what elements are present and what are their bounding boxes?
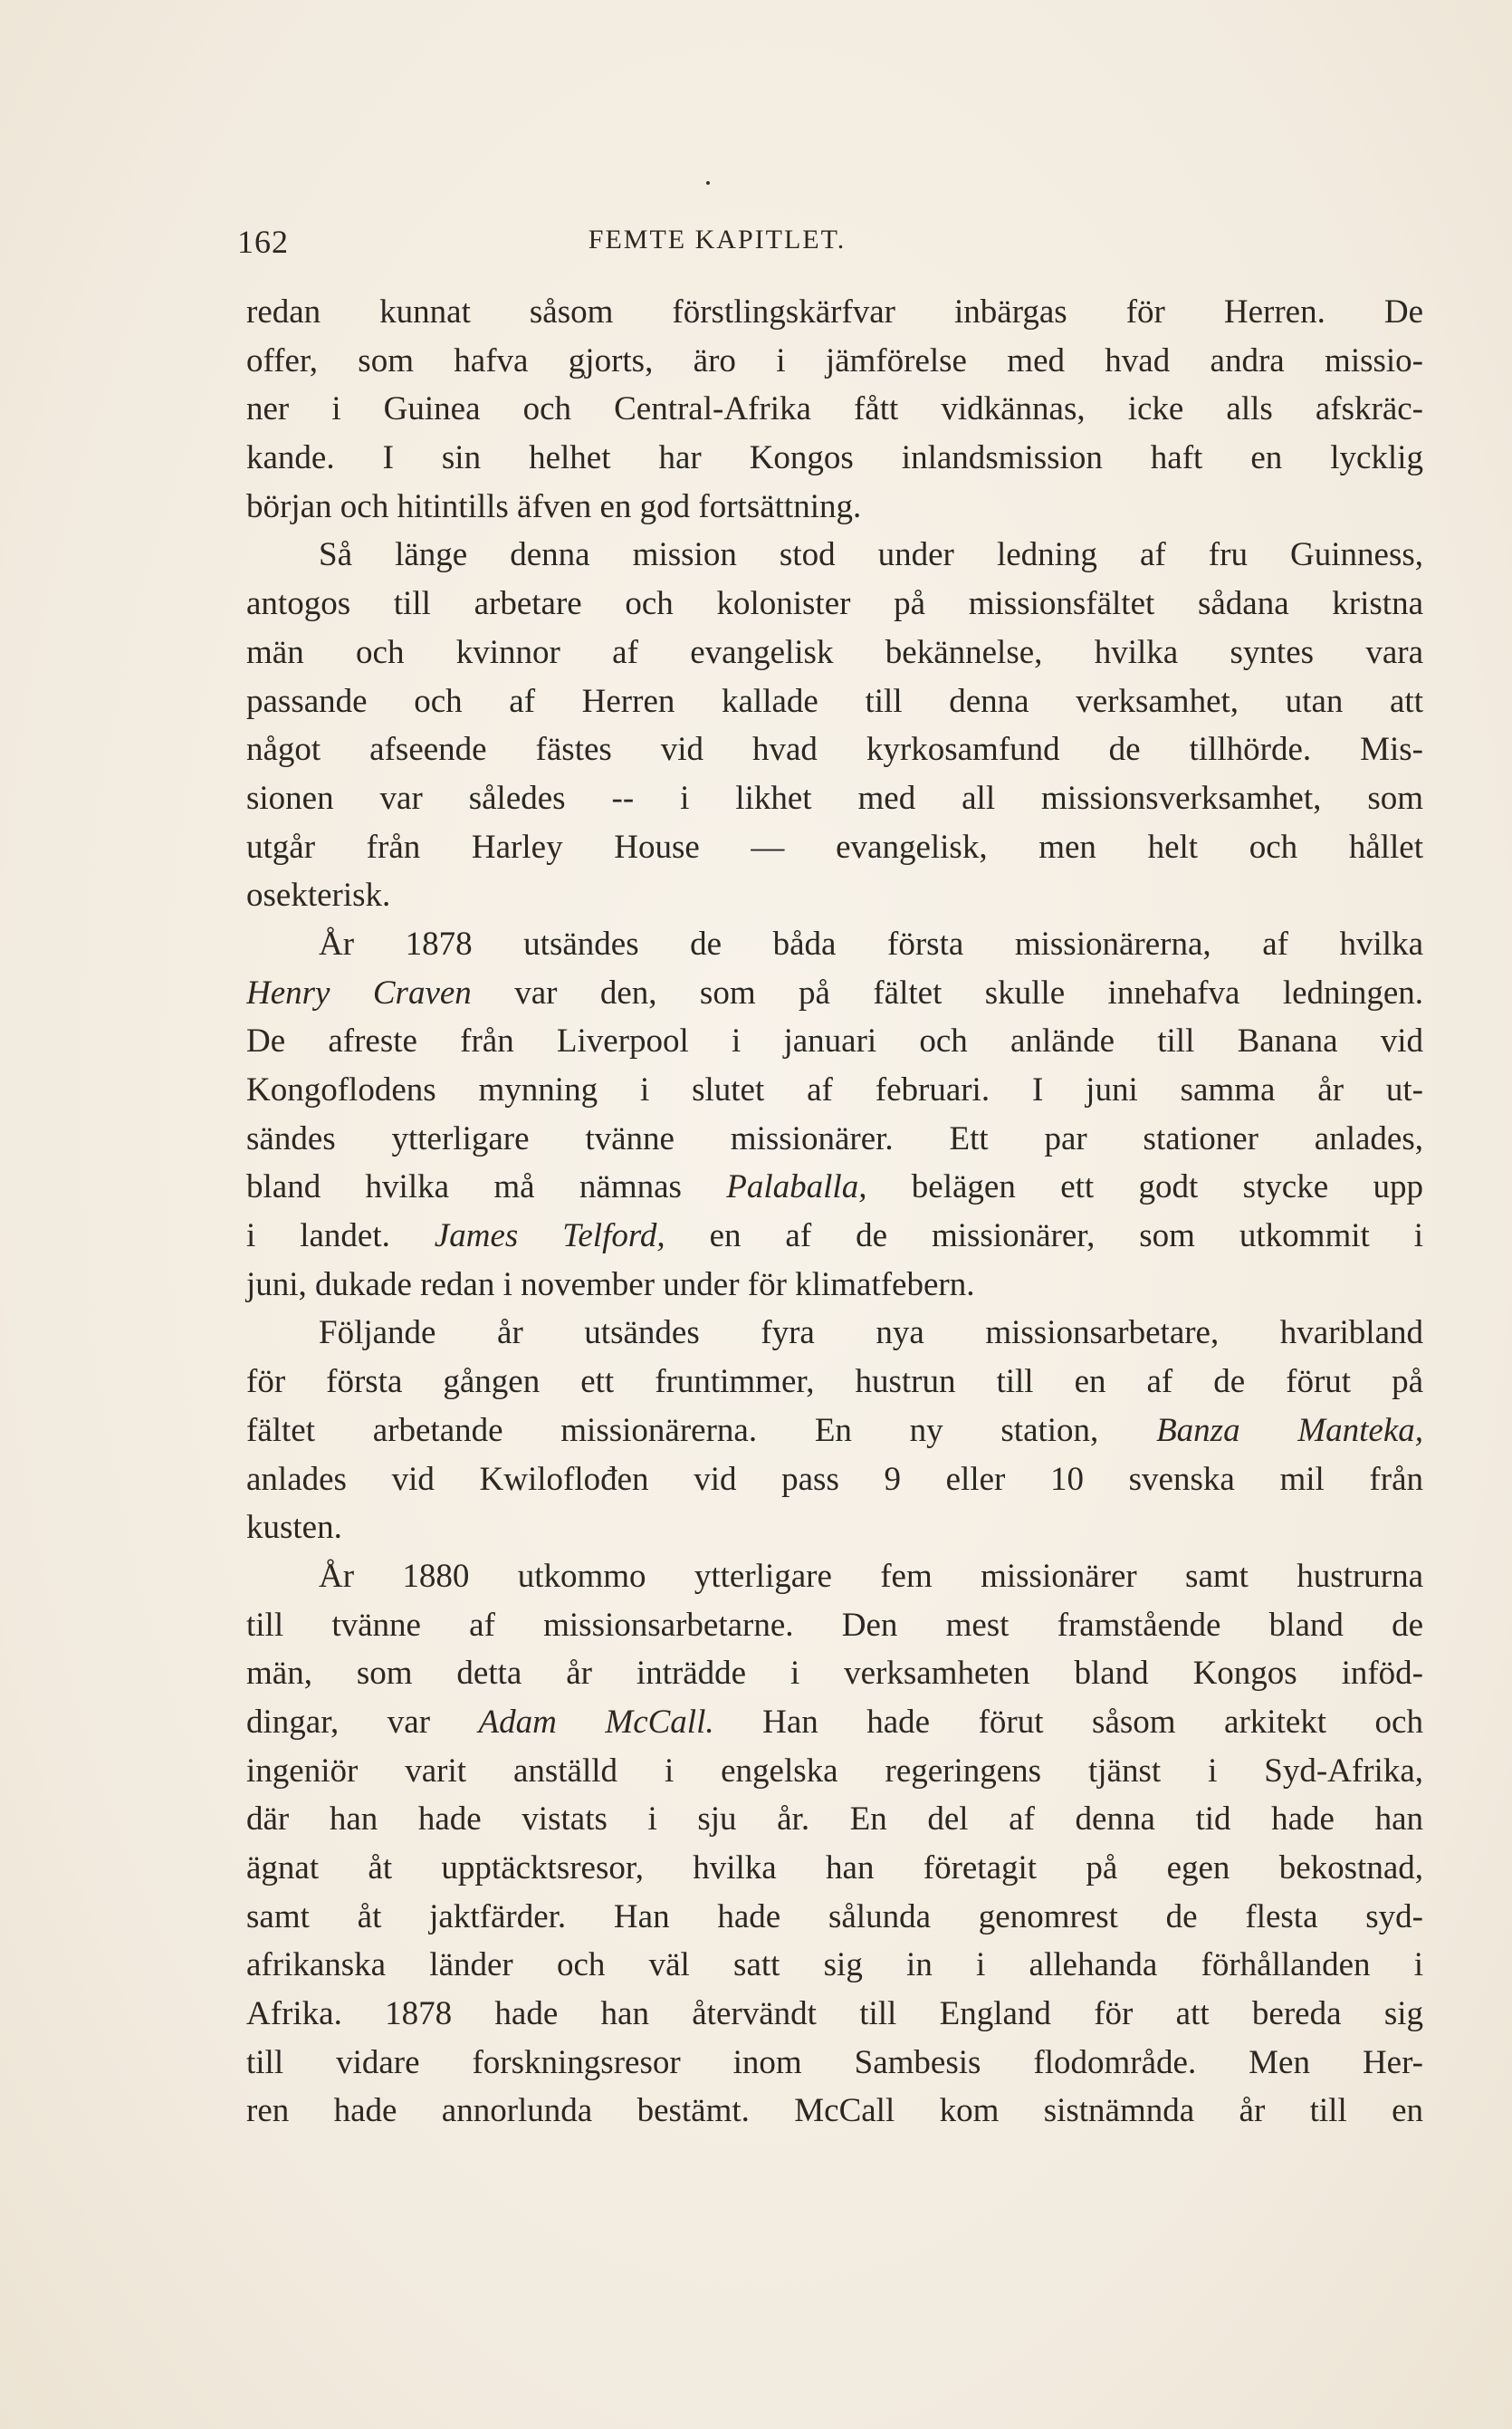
text-line: År 1880 utkommo ytterligare fem missionärer samt hustrurna bbox=[319, 1557, 1423, 1595]
text-line: utgår från Harley House — evangelisk, men helt och hållet bbox=[246, 828, 1423, 866]
text-line: till vidare forskningsresor inom Sambesis flodområde. Men Her- bbox=[246, 2043, 1423, 2081]
text-line: redan kunnat såsom förstlingskärfvar inbärgas för Herren. De bbox=[246, 293, 1423, 331]
text-line: samt åt jaktfärder. Han hade sålunda genomrest de flesta syd- bbox=[246, 1897, 1423, 1935]
text-line: passande och af Herren kallade till denna verksamhet, utan att bbox=[246, 682, 1423, 720]
page-number: 162 bbox=[237, 224, 289, 260]
text-line: osekterisk. bbox=[246, 877, 391, 915]
text-line: ägnat åt upptäcktsresor, hvilka han företagit på egen bekostnad, bbox=[246, 1849, 1423, 1887]
text-line: början och hitintills äfven en god fortsättning. bbox=[246, 487, 862, 525]
person-name: Adam McCall. bbox=[478, 1703, 714, 1741]
text-line: män, som detta år inträdde i verksamheten bland Kongos inföd- bbox=[246, 1655, 1423, 1693]
text-line: juni, dukade redan i november under för klimatfebern. bbox=[246, 1265, 975, 1303]
text-line: År 1878 utsändes de båda första missionärerna, af hvilka bbox=[319, 925, 1423, 963]
text-line: Afrika. 1878 hade han återvändt till England för att bereda sig bbox=[246, 1995, 1423, 2033]
text-line: bland hvilka må nämnas Palaballa, belägen ett godt stycke upp bbox=[246, 1168, 1423, 1206]
text-line: kande. I sin helhet har Kongos inlandsmission haft en lycklig bbox=[246, 439, 1423, 477]
text-line: för första gången ett fruntimmer, hustrun till en af de förut på bbox=[246, 1363, 1423, 1401]
text-line: ner i Guinea och Central-Afrika fått vidkännas, icke alls afskräc- bbox=[246, 390, 1423, 428]
person-name: James Telford, bbox=[434, 1217, 665, 1255]
text-line: De afreste från Liverpool i januari och anlände till Banana vid bbox=[246, 1022, 1423, 1061]
text-line: sändes ytterligare tvänne missionärer. Ett par stationer anlades, bbox=[246, 1119, 1423, 1157]
text-line: ren hade annorlunda bestämt. McCall kom sistnämnda år till en bbox=[246, 2092, 1423, 2130]
text-line: Kongoflodens mynning i slutet af februari. I juni samma år ut- bbox=[246, 1071, 1423, 1109]
running-title: FEMTE KAPITLET. bbox=[588, 225, 847, 254]
text-line: Följande år utsändes fyra nya missionsarbetare, hvaribland bbox=[319, 1314, 1423, 1352]
ink-speck bbox=[706, 181, 710, 185]
page-header bbox=[237, 223, 1425, 263]
text-line: män och kvinnor af evangelisk bekännelse, hvilka syntes vara bbox=[246, 633, 1423, 671]
text-line: afrikanska länder och väl satt sig in i allehanda förhållanden i bbox=[246, 1946, 1423, 1984]
text-line: offer, som hafva gjorts, äro i jämförelse med hvad andra missio- bbox=[246, 341, 1423, 379]
text-line: sionen var således -- i likhet med all missionsverksamhet, som bbox=[246, 779, 1423, 817]
place-name: Banza Manteka, bbox=[1156, 1411, 1423, 1449]
text-line: antogos till arbetare och kolonister på missionsfältet sådana kristna bbox=[246, 585, 1423, 623]
text-line: dingar, var Adam McCall. Han hade förut såsom arkitekt och bbox=[246, 1703, 1423, 1741]
text-line: Henry Craven var den, som på fältet skulle innehafva ledningen. bbox=[246, 974, 1423, 1012]
text-line: i landet. James Telford, en af de missionärer, som utkommit i bbox=[246, 1217, 1423, 1255]
text-line: fältet arbetande missionärerna. En ny station, Banza Manteka, bbox=[246, 1411, 1423, 1449]
text-line: kusten. bbox=[246, 1509, 342, 1547]
text-line: Så länge denna mission stod under ledning af fru Guinness, bbox=[319, 536, 1423, 574]
text-line: där han hade vistats i sju år. En del af denna tid hade han bbox=[246, 1800, 1423, 1839]
body-text bbox=[246, 288, 1423, 2136]
person-name: Henry Craven bbox=[246, 974, 472, 1012]
place-name: Palaballa, bbox=[726, 1168, 867, 1206]
text-line: något afseende fästes vid hvad kyrkosamfund de tillhörde. Mis- bbox=[246, 731, 1423, 769]
text-line: ingeniör varit anställd i engelska regeringens tjänst i Syd-Afrika, bbox=[246, 1752, 1423, 1790]
text-line: anlades vid Kwiloflođen vid pass 9 eller 10 svenska mil från bbox=[246, 1460, 1423, 1498]
text-line: till tvänne af missionsarbetarne. Den mest framstående bland de bbox=[246, 1606, 1423, 1644]
